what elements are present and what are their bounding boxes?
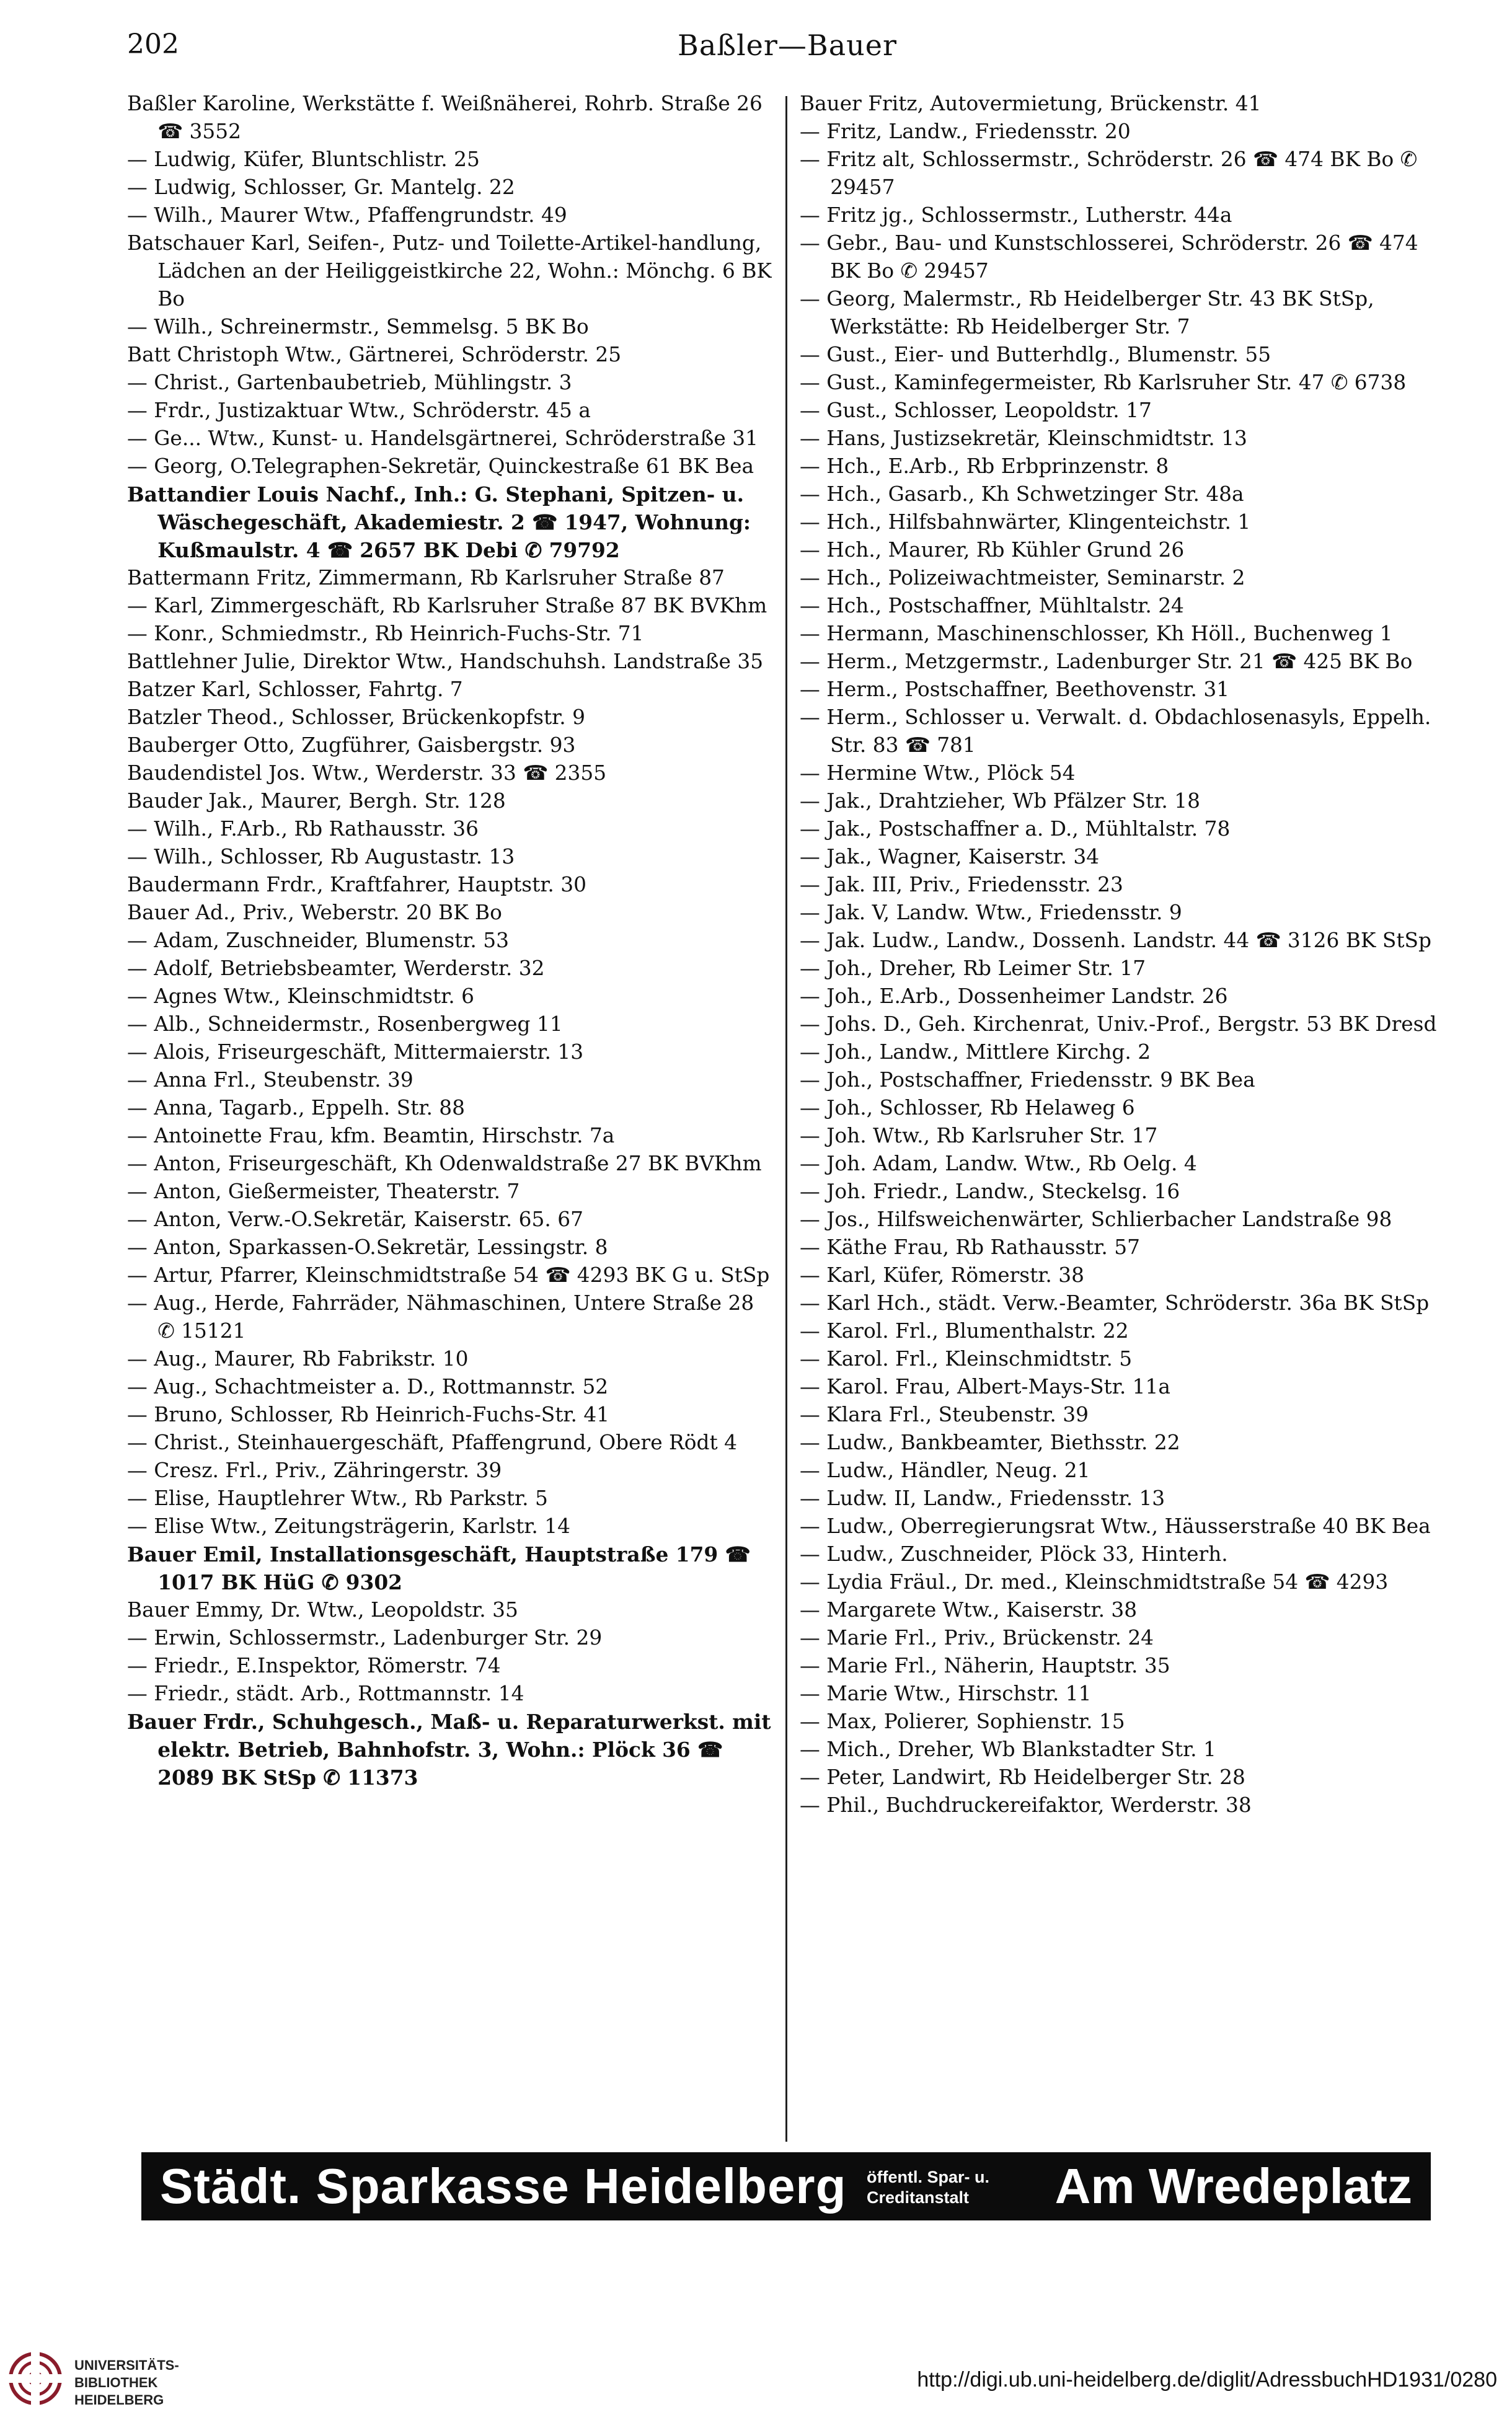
- directory-entry: — Anton, Verw.-O.Sekretär, Kaiserstr. 65. 67: [127, 1208, 583, 1231]
- directory-entry: — Jak. III, Priv., Friedensstr. 23: [800, 873, 1123, 896]
- directory-entry: — Friedr., E.Inspektor, Römerstr. 74: [127, 1654, 501, 1677]
- directory-entry: — Joh., Landw., Mittlere Kirchg. 2: [800, 1040, 1151, 1064]
- university-library-logo-icon: [7, 2351, 63, 2406]
- directory-entry: — Aug., Herde, Fahrräder, Nähmaschinen, Untere Straße 28 ✆ 15121: [127, 1291, 754, 1343]
- running-head: Baßler—Bauer: [678, 29, 897, 62]
- directory-entry: — Jak., Wagner, Kaiserstr. 34: [800, 845, 1100, 868]
- directory-entry: Battlehner Julie, Direktor Wtw., Handschuhsh. Landstraße 35: [127, 650, 764, 673]
- directory-entry: — Anna Frl., Steubenstr. 39: [127, 1068, 413, 1092]
- page-header: [127, 25, 1448, 74]
- directory-entry: Batschauer Karl, Seifen-, Putz- und Toilette-Artikel-handlung, Lädchen an der Heiliggeistkirche 22, Wohn.: Mönchg. 6 BK Bo: [127, 231, 772, 311]
- library-name-line2: BIBLIOTHEK: [74, 2375, 158, 2390]
- directory-entry: — Wilh., Maurer Wtw., Pfaffengrundstr. 49: [127, 203, 567, 227]
- directory-entry: Baßler Karoline, Werkstätte f. Weißnäherei, Rohrb. Straße 26 ☎ 3552: [127, 92, 763, 143]
- footer: [0, 2343, 1512, 2425]
- directory-entry: — Hch., Postschaffner, Mühltalstr. 24: [800, 594, 1184, 617]
- left-column: [127, 90, 772, 2148]
- directory-entry: — Karl, Zimmergeschäft, Rb Karlsruher Straße 87 BK BVKhm: [127, 594, 767, 617]
- directory-entry: — Ge... Wtw., Kunst- u. Handelsgärtnerei, Schröderstraße 31: [127, 426, 758, 450]
- directory-entry: — Hch., Polizeiwachtmeister, Seminarstr. 2: [800, 566, 1245, 590]
- directory-entry: — Hch., Hilfsbahnwärter, Klingenteichstr. 1: [800, 510, 1251, 534]
- ad-subtitle: [867, 2167, 1009, 2208]
- directory-entry: Batt Christoph Wtw., Gärtnerei, Schröderstr. 25: [127, 343, 622, 366]
- directory-entry: — Anton, Gießermeister, Theaterstr. 7: [127, 1180, 520, 1203]
- directory-entry: Battandier Louis Nachf., Inh.: G. Stephani, Spitzen- u. Wäschegeschäft, Akademiestr. 2 ☎ 1947, Wohnung: Kußmaulstr. 4 ☎ 2657 BK Debi ✆ 79792: [127, 482, 751, 562]
- directory-entry: — Konr., Schmiedmstr., Rb Heinrich-Fuchs-Str. 71: [127, 622, 644, 645]
- directory-columns: [127, 90, 1448, 2148]
- directory-entry: — Herm., Schlosser u. Verwalt. d. Obdachlosenasyls, Eppelh. Str. 83 ☎ 781: [800, 705, 1431, 757]
- directory-entry: Bauder Jak., Maurer, Bergh. Str. 128: [127, 789, 506, 813]
- directory-entry: — Fritz, Landw., Friedensstr. 20: [800, 120, 1131, 143]
- directory-entry: — Phil., Buchdruckereifaktor, Werderstr. 38: [800, 1793, 1252, 1817]
- directory-entry: — Bruno, Schlosser, Rb Heinrich-Fuchs-Str. 41: [127, 1403, 610, 1426]
- directory-entry: — Alb., Schneidermstr., Rosenbergweg 11: [127, 1012, 563, 1036]
- directory-entry: — Joh. Adam, Landw. Wtw., Rb Oelg. 4: [800, 1152, 1197, 1175]
- directory-entry: — Artur, Pfarrer, Kleinschmidtstraße 54 ☎ 4293 BK G u. StSp: [127, 1263, 770, 1287]
- directory-entry: Bauer Emmy, Dr. Wtw., Leopoldstr. 35: [127, 1598, 518, 1622]
- directory-entry: — Peter, Landwirt, Rb Heidelberger Str. 28: [800, 1765, 1245, 1789]
- directory-entry: — Aug., Maurer, Rb Fabrikstr. 10: [127, 1347, 469, 1371]
- directory-entry: — Max, Polierer, Sophienstr. 15: [800, 1710, 1125, 1733]
- directory-entry: — Christ., Gartenbaubetrieb, Mühlingstr. 3: [127, 371, 572, 394]
- directory-entry: — Fritz jg., Schlossermstr., Lutherstr. 44a: [800, 203, 1232, 227]
- directory-entry: — Elise Wtw., Zeitungsträgerin, Karlstr. 14: [127, 1514, 570, 1538]
- directory-entry: — Agnes Wtw., Kleinschmidtstr. 6: [127, 984, 474, 1008]
- directory-entry: Bauer Frdr., Schuhgesch., Maß- u. Reparaturwerkst. mit elektr. Betrieb, Bahnhofstr. 3, Wohn.: Plöck 36 ☎ 2089 BK StSp ✆ 11373: [127, 1710, 771, 1790]
- directory-entry: — Joh., E.Arb., Dossenheimer Landstr. 26: [800, 984, 1228, 1008]
- ad-location: Am Wredeplatz: [1054, 2158, 1412, 2214]
- directory-entry: — Karol. Frau, Albert-Mays-Str. 11a: [800, 1375, 1170, 1398]
- directory-entry: — Ludw., Bankbeamter, Biethsstr. 22: [800, 1431, 1180, 1454]
- directory-entry: — Jak., Drahtzieher, Wb Pfälzer Str. 18: [800, 789, 1201, 813]
- directory-entry: — Friedr., städt. Arb., Rottmannstr. 14: [127, 1682, 524, 1705]
- directory-entry: — Joh., Schlosser, Rb Helaweg 6: [800, 1096, 1135, 1120]
- directory-entry: — Marie Wtw., Hirschstr. 11: [800, 1682, 1092, 1705]
- directory-entry: — Lydia Fräul., Dr. med., Kleinschmidtstraße 54 ☎ 4293: [800, 1570, 1389, 1594]
- column-divider: [785, 96, 787, 2142]
- directory-entry: — Ludwig, Schlosser, Gr. Mantelg. 22: [127, 175, 515, 199]
- directory-entry: — Hermine Wtw., Plöck 54: [800, 761, 1076, 785]
- directory-entry: — Ludw., Zuschneider, Plöck 33, Hinterh.: [800, 1542, 1228, 1566]
- directory-entry: — Erwin, Schlossermstr., Ladenburger Str. 29: [127, 1626, 603, 1650]
- directory-entry: Baudermann Frdr., Kraftfahrer, Hauptstr. 30: [127, 873, 586, 896]
- directory-entry: — Johs. D., Geh. Kirchenrat, Univ.-Prof., Bergstr. 53 BK Dresd: [800, 1012, 1437, 1036]
- page-number: 202: [127, 29, 179, 60]
- directory-entry: — Adolf, Betriebsbeamter, Werderstr. 32: [127, 956, 545, 980]
- directory-entry: — Gebr., Bau- und Kunstschlosserei, Schröderstr. 26 ☎ 474 BK Bo ✆ 29457: [800, 231, 1418, 283]
- right-column: [800, 90, 1444, 2148]
- directory-entry: Batzler Theod., Schlosser, Brückenkopfstr. 9: [127, 705, 585, 729]
- directory-entry: — Joh. Wtw., Rb Karlsruher Str. 17: [800, 1124, 1158, 1147]
- directory-entry: Battermann Fritz, Zimmermann, Rb Karlsruher Straße 87: [127, 566, 725, 590]
- directory-entry: — Herm., Metzgermstr., Ladenburger Str. 21 ☎ 425 BK Bo: [800, 650, 1413, 673]
- directory-entry: — Hch., Maurer, Rb Kühler Grund 26: [800, 538, 1185, 562]
- directory-entry: — Ludw., Händler, Neug. 21: [800, 1459, 1090, 1482]
- directory-entry: — Antoinette Frau, kfm. Beamtin, Hirschstr. 7a: [127, 1124, 615, 1147]
- library-name-line1: UNIVERSITÄTS-: [74, 2357, 179, 2373]
- directory-entry: — Anton, Sparkassen-O.Sekretär, Lessingstr. 8: [127, 1235, 608, 1259]
- directory-entry: — Aug., Schachtmeister a. D., Rottmannstr. 52: [127, 1375, 609, 1398]
- directory-entry: — Hans, Justizsekretär, Kleinschmidtstr. 13: [800, 426, 1247, 450]
- ad-subtitle-line1: öffentl. Spar- u.: [867, 2168, 989, 2186]
- directory-entry: Bauberger Otto, Zugführer, Gaisbergstr. 93: [127, 733, 576, 757]
- directory-entry: — Ludw., Oberregierungsrat Wtw., Häusserstraße 40 BK Bea: [800, 1514, 1431, 1538]
- directory-entry: — Gust., Eier- und Butterhdlg., Blumenstr. 55: [800, 343, 1271, 366]
- directory-entry: — Karl, Küfer, Römerstr. 38: [800, 1263, 1084, 1287]
- directory-entry: — Alois, Friseurgeschäft, Mittermaierstr. 13: [127, 1040, 584, 1064]
- source-url-link[interactable]: http://digi.ub.uni-heidelberg.de/diglit/AdressbuchHD1931/0280: [917, 2368, 1497, 2392]
- directory-entry: — Hermann, Maschinenschlosser, Kh Höll., Buchenweg 1: [800, 622, 1393, 645]
- directory-entry: — Adam, Zuschneider, Blumenstr. 53: [127, 929, 509, 952]
- directory-entry: Bauer Ad., Priv., Weberstr. 20 BK Bo: [127, 901, 502, 924]
- directory-entry: Bauer Fritz, Autovermietung, Brückenstr. 41: [800, 92, 1262, 115]
- directory-entry: — Georg, O.Telegraphen-Sekretär, Quinckestraße 61 BK Bea: [127, 454, 754, 478]
- directory-entry: — Klara Frl., Steubenstr. 39: [800, 1403, 1089, 1426]
- directory-entry: — Anna, Tagarb., Eppelh. Str. 88: [127, 1096, 466, 1120]
- directory-entry: — Anton, Friseurgeschäft, Kh Odenwaldstraße 27 BK BVKhm: [127, 1152, 762, 1175]
- directory-entry: — Wilh., Schlosser, Rb Augustastr. 13: [127, 845, 515, 868]
- ad-subtitle-line2: Creditanstalt: [867, 2188, 970, 2207]
- directory-entry: — Karl Hch., städt. Verw.-Beamter, Schröderstr. 36a BK StSp: [800, 1291, 1430, 1315]
- directory-entry: — Jak., Postschaffner a. D., Mühltalstr. 78: [800, 817, 1231, 841]
- directory-entry: — Wilh., F.Arb., Rb Rathausstr. 36: [127, 817, 479, 841]
- directory-entry: — Jos., Hilfsweichenwärter, Schlierbacher Landstraße 98: [800, 1208, 1392, 1231]
- directory-entry: — Fritz alt, Schlossermstr., Schröderstr. 26 ☎ 474 BK Bo ✆ 29457: [800, 148, 1418, 199]
- directory-entry: Bauer Emil, Installationsgeschäft, Hauptstraße 179 ☎ 1017 BK HüG ✆ 9302: [127, 1542, 751, 1594]
- directory-entry: — Elise, Hauptlehrer Wtw., Rb Parkstr. 5: [127, 1486, 548, 1510]
- advertisement-banner: [141, 2152, 1431, 2220]
- directory-entry: — Margarete Wtw., Kaiserstr. 38: [800, 1598, 1138, 1622]
- directory-entry: — Wilh., Schreinermstr., Semmelsg. 5 BK Bo: [127, 315, 589, 338]
- ad-sparkasse-name: Städt. Sparkasse Heidelberg: [160, 2158, 847, 2214]
- directory-entry: — Gust., Kaminfegermeister, Rb Karlsruher Str. 47 ✆ 6738: [800, 371, 1407, 394]
- directory-entry: — Jak. Ludw., Landw., Dossenh. Landstr. 44 ☎ 3126 BK StSp: [800, 929, 1431, 952]
- directory-entry: — Ludwig, Küfer, Bluntschlistr. 25: [127, 148, 480, 171]
- directory-entry: — Hch., Gasarb., Kh Schwetzinger Str. 48a: [800, 482, 1244, 506]
- directory-entry: Baudendistel Jos. Wtw., Werderstr. 33 ☎ 2355: [127, 761, 607, 785]
- directory-entry: Batzer Karl, Schlosser, Fahrtg. 7: [127, 678, 463, 701]
- directory-entry: — Herm., Postschaffner, Beethovenstr. 31: [800, 678, 1230, 701]
- directory-entry: — Mich., Dreher, Wb Blankstadter Str. 1: [800, 1738, 1216, 1761]
- directory-entry: — Hch., E.Arb., Rb Erbprinzenstr. 8: [800, 454, 1169, 478]
- directory-entry: — Jak. V, Landw. Wtw., Friedensstr. 9: [800, 901, 1182, 924]
- directory-entry: — Christ., Steinhauergeschäft, Pfaffengrund, Obere Rödt 4: [127, 1431, 737, 1454]
- library-name-line3: HEIDELBERG: [74, 2392, 164, 2408]
- directory-entry: — Käthe Frau, Rb Rathausstr. 57: [800, 1235, 1140, 1259]
- directory-entry: — Marie Frl., Näherin, Hauptstr. 35: [800, 1654, 1170, 1677]
- directory-entry: — Karol. Frl., Blumenthalstr. 22: [800, 1319, 1129, 1343]
- directory-entry: — Marie Frl., Priv., Brückenstr. 24: [800, 1626, 1154, 1650]
- library-name: [74, 2357, 179, 2409]
- directory-entry: — Joh. Friedr., Landw., Steckelsg. 16: [800, 1180, 1180, 1203]
- directory-entry: — Karol. Frl., Kleinschmidtstr. 5: [800, 1347, 1133, 1371]
- directory-entry: — Frdr., Justizaktuar Wtw., Schröderstr. 45 a: [127, 399, 591, 422]
- directory-entry: — Cresz. Frl., Priv., Zähringerstr. 39: [127, 1459, 502, 1482]
- directory-entry: — Gust., Schlosser, Leopoldstr. 17: [800, 399, 1152, 422]
- directory-entry: — Joh., Dreher, Rb Leimer Str. 17: [800, 956, 1146, 980]
- directory-entry: — Ludw. II, Landw., Friedensstr. 13: [800, 1486, 1165, 1510]
- directory-entry: — Georg, Malermstr., Rb Heidelberger Str. 43 BK StSp, Werkstätte: Rb Heidelberger Str. 7: [800, 287, 1374, 338]
- directory-entry: — Joh., Postschaffner, Friedensstr. 9 BK Bea: [800, 1068, 1255, 1092]
